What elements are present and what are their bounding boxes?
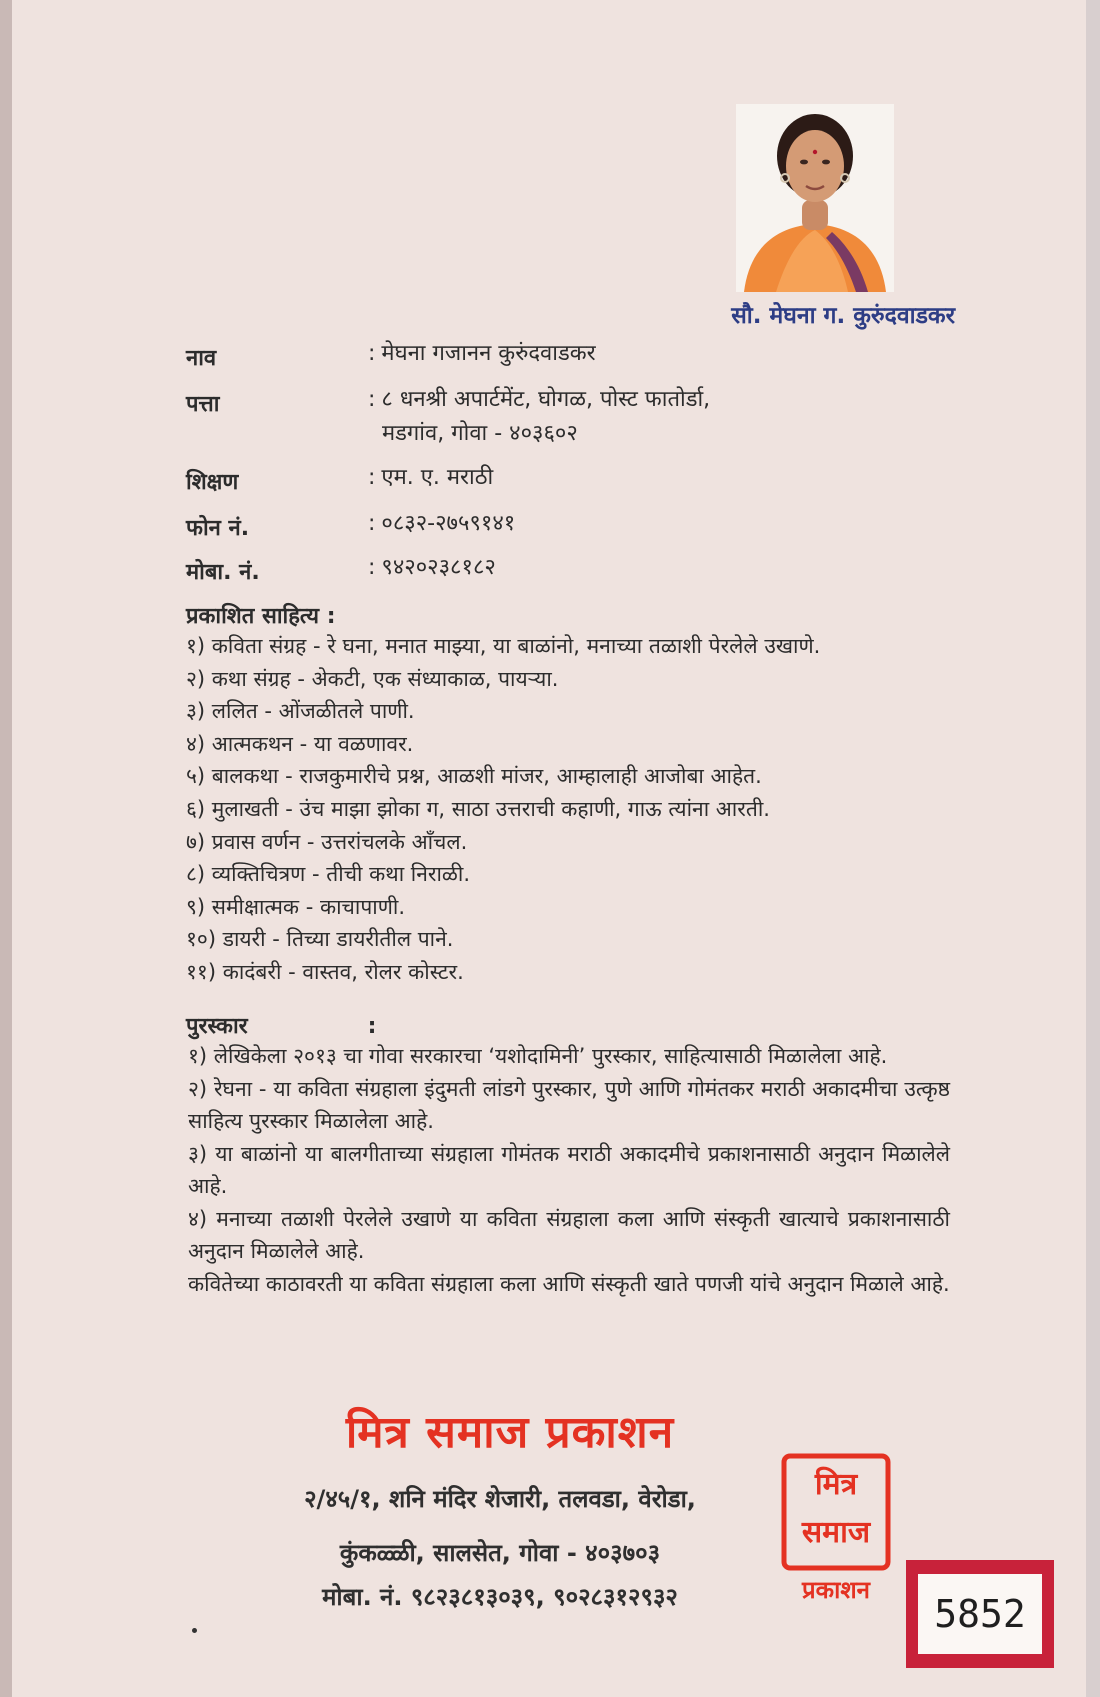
list-item: १०) डायरी - तिच्या डायरीतील पाने. <box>186 927 454 952</box>
tag-number: 5852 <box>934 1592 1026 1636</box>
mobile-label: मोबा. नं. <box>186 560 260 585</box>
publisher-name: मित्र समाज प्रकाशन <box>345 1407 675 1458</box>
publisher-address-line-1: २/४५/१, शनि मंदिर शेजारी, तलवडा, वेरोडा, <box>304 1485 696 1513</box>
page-edge <box>1086 0 1100 1697</box>
list-item: २) कथा संग्रह - अेकटी, एक संध्याकाळ, पायऱ्या. <box>186 666 559 691</box>
awards-title: पुरस्कार : <box>186 1014 377 1039</box>
name-label: नाव <box>186 346 217 371</box>
education-value: : एम. ए. मराठी <box>368 465 494 490</box>
award-item: १) लेखिकेला २०१३ चा गोवा सरकारचा ‘यशोदामिनी’ पुरस्कार, साहित्यासाठी मिळालेला आहे. <box>188 1044 888 1068</box>
list-item: ७) प्रवास वर्णन - उत्तरांचलके आँचल. <box>186 829 468 854</box>
list-item: ३) ललित - ओंजळीतले पाणी. <box>186 699 415 724</box>
award-item: कवितेच्या काठावरती या कविता संग्रहाला कला आणि संस्कृती खाते पणजी यांचे अनुदान मिळाले आहे. <box>188 1271 950 1296</box>
list-item: ११) कादंबरी - वास्तव, रोलर कोस्टर. <box>186 959 464 984</box>
mobile-value: : ९४२०२३८१८२ <box>368 555 496 580</box>
award-item: ३) या बाळांनो या बालगीताच्या संग्रहाला गोमंतक मराठी अकादमीचे प्रकाशनासाठी अनुदान मिळालेले आहे. <box>188 1141 950 1198</box>
list-item: १) कविता संग्रह - रे घना, मनात माझ्या, या बाळांनो, मनाच्या तळाशी पेरलेले उखाणे. <box>186 634 821 658</box>
award-item: ४) मनाच्या तळाशी पेरलेले उखाणे या कविता संग्रहाला कला आणि संस्कृती खात्याचे प्रकाशनासाठी अनुदान मिळालेले आहे. <box>188 1206 950 1263</box>
awards-list <box>188 1040 950 1300</box>
award-item: २) रेघना - या कविता संग्रहाला इंदुमती लांडगे पुरस्कार, पुणे आणि गोमंतकर मराठी अकादमीचा उत्कृष्ठ साहित्य पुरस्कार मिळालेला आहे. <box>188 1076 950 1133</box>
list-item: ५) बालकथा - राजकुमारीचे प्रश्न, आळशी मांजर, आम्हालाही आजोबा आहेत. <box>186 764 762 789</box>
address-label: पत्ता <box>186 392 220 417</box>
education-label: शिक्षण <box>186 470 239 495</box>
svg-text:समाज: समाज <box>801 1515 871 1550</box>
publisher-address-line-2: कुंकळ्ळी, सालसेत, गोवा - ४०३७०३ <box>339 1539 661 1567</box>
phone-value: : ०८३२-२७५९१४१ <box>368 511 516 536</box>
address-value: : ८ धनश्री अपार्टमेंट, घोगळ, पोस्ट फातोर्डा, मडगांव, गोवा - ४०३६०२ <box>368 387 711 446</box>
library-number-tag <box>906 1560 1054 1668</box>
name-value: : मेघना गजानन कुरुंदवाडकर <box>368 341 596 366</box>
publisher-phone: मोबा. नं. ९८२३८१३०३९, ९०२८३१२९३२ <box>322 1583 678 1611</box>
list-item: ४) आत्मकथन - या वळणावर. <box>186 731 414 756</box>
published-works-title: प्रकाशित साहित्य : <box>186 604 336 629</box>
author-portrait-illustration <box>736 104 894 292</box>
list-item: ६) मुलाखती - उंच माझा झोका ग, साठा उत्तराची कहाणी, गाऊ त्यांना आरती. <box>186 796 770 821</box>
list-item: ८) व्यक्तिचित्रण - तीची कथा निराळी. <box>186 862 471 887</box>
ink-dot <box>192 1628 197 1633</box>
list-item: ९) समीक्षात्मक - काचापाणी. <box>186 894 405 919</box>
phone-label: फोन नं. <box>186 516 250 541</box>
published-works-list <box>186 630 966 989</box>
svg-text:प्रकाशन: प्रकाशन <box>802 1576 870 1604</box>
author-name-caption: सौ. मेघना ग. कुरुंदवाडकर <box>731 303 955 329</box>
book-spine-edge <box>0 0 12 1697</box>
publisher-stamp-logo <box>778 1448 894 1608</box>
svg-text:मित्र: मित्र <box>814 1467 858 1502</box>
author-photo <box>736 104 894 292</box>
